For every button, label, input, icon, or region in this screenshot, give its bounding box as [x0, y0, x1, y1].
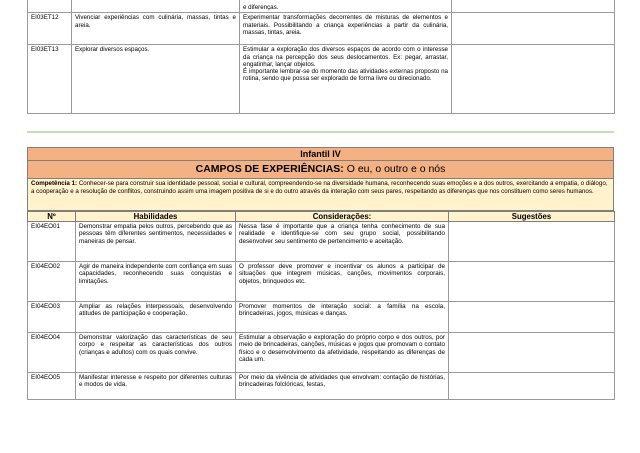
row-code: EI04EO03: [28, 302, 76, 333]
header-code: Nº: [28, 212, 76, 222]
competence-label: Competência 1:: [31, 180, 78, 187]
table-row: [28, 222, 615, 262]
experience-field-label: CAMPOS DE EXPERIÊNCIAS:: [195, 163, 344, 175]
row-skill: Explorar diversos espaços.: [72, 45, 240, 114]
row-code: EI04EO04: [28, 333, 76, 373]
experience-field-heading: [27, 161, 614, 179]
row-suggestion: [449, 222, 615, 262]
table-row: [28, 262, 615, 302]
header-considerations: Considerações:: [236, 212, 449, 222]
row-suggestion: [449, 333, 615, 373]
row-consideration: Promover momentos de interação social: a família na escola, brincadeiras, jogos, músicas e danças.: [236, 302, 449, 333]
row-code: EI04EO05: [28, 373, 76, 400]
table-row: [28, 0, 615, 13]
row-suggestion: [452, 0, 615, 13]
row-code: EI04EO02: [28, 262, 76, 302]
row-skill: Demonstrar empatia pelos outros, percebendo que as pessoas têm diferentes sentimentos, necessidades e maneiras de pensar.: [76, 222, 236, 262]
table-row: [28, 302, 615, 333]
header-skills: Habilidades: [76, 212, 236, 222]
table-row: [28, 333, 615, 373]
row-skill: Demonstrar valorização das características de seu corpo e respeitar as características dos outros (crianças e adultos) com os quais convive.: [76, 333, 236, 373]
row-skill: Manifestar interesse e respeito por diferentes culturas e modos de vida.: [76, 373, 236, 400]
row-skill: [72, 0, 240, 13]
row-suggestion: [452, 13, 615, 45]
infantil-iv-section: [27, 147, 614, 400]
section-title: Infantil IV: [27, 147, 614, 161]
row-consideration: e diferenças.: [240, 0, 452, 13]
section-divider: [27, 131, 614, 133]
row-suggestion: [449, 302, 615, 333]
row-suggestion: [449, 262, 615, 302]
row-consideration: Estimular a exploração dos diversos espaços de acordo com o interesse da criança na percepção dos seus deslocamentos. Ex: pegar, arrastar, engatinhar, lançar objetos. É importante lembrar-se do momento das atividades externas proposto na rotina, sendo que possa ser explorado de forma livre ou direcionado.: [240, 45, 452, 114]
table-row: [28, 373, 615, 400]
row-suggestion: [449, 373, 615, 400]
row-consideration: Estimular a observação e exploração do próprio corpo e dos outros, por meio de brincadeiras, canções, músicas e jogos que promovam o contato físico e o desenvolvimento da afetividade, respeitando as diferenças de cada um.: [236, 333, 449, 373]
row-code: [28, 0, 72, 13]
skills-table: [27, 211, 615, 400]
row-consideration: Por meio da vivência de atividades que envolvam: contação de histórias, brincadeiras folclóricas, festas,: [236, 373, 449, 400]
row-consideration: O professor deve promover e incentivar os alunos a participar de situações que integrem músicas, canções, movimentos corporais, objetos, brinquedos etc.: [236, 262, 449, 302]
table-header-row: [28, 212, 615, 222]
row-skill: Agir de maneira independente com confiança em suas capacidades, reconhecendo suas conquistas e limitações.: [76, 262, 236, 302]
row-code: EI03ET12: [28, 13, 72, 45]
table-row: [28, 13, 615, 45]
previous-section-table: [27, 0, 615, 114]
row-consideration: Experimentar transformações decorrentes de misturas de elementos e materiais. Possibilitando a criança experiências a partir da culinária, massas, tintas, areia.: [240, 13, 452, 45]
header-suggestions: Sugestões: [449, 212, 615, 222]
row-code: EI03ET13: [28, 45, 72, 114]
competence-box: [27, 179, 614, 211]
row-skill: Vivenciar experiências com culinária, massas, tintas e areia.: [72, 13, 240, 45]
table-row: [28, 45, 615, 114]
competence-text: Conhecer-se para construir sua identidade pessoal, social e cultural, compreendendo-se na diversidade humana, reconhecendo suas emoções e a dos outros, exercitando a empatia, o diálogo, a cooperação e a resolução de conflitos, construindo assim uma imagem positiva de si e do outro através da interação com seus pares, respeitando as diferenças que nos constituem como seres humanos.: [31, 180, 608, 195]
row-suggestion: [452, 45, 615, 114]
experience-field-name: O eu, o outro e o nós: [346, 163, 446, 175]
row-skill: Ampliar as relações interpessoais, desenvolvendo atitudes de participação e cooperação.: [76, 302, 236, 333]
row-consideration: Nessa fase é importante que a criança tenha conhecimento de sua realidade e identifique-se com seu grupo social, possibilitando desenvolver seu sentimento de pertencimento e aceitação.: [236, 222, 449, 262]
row-code: EI04EO01: [28, 222, 76, 262]
